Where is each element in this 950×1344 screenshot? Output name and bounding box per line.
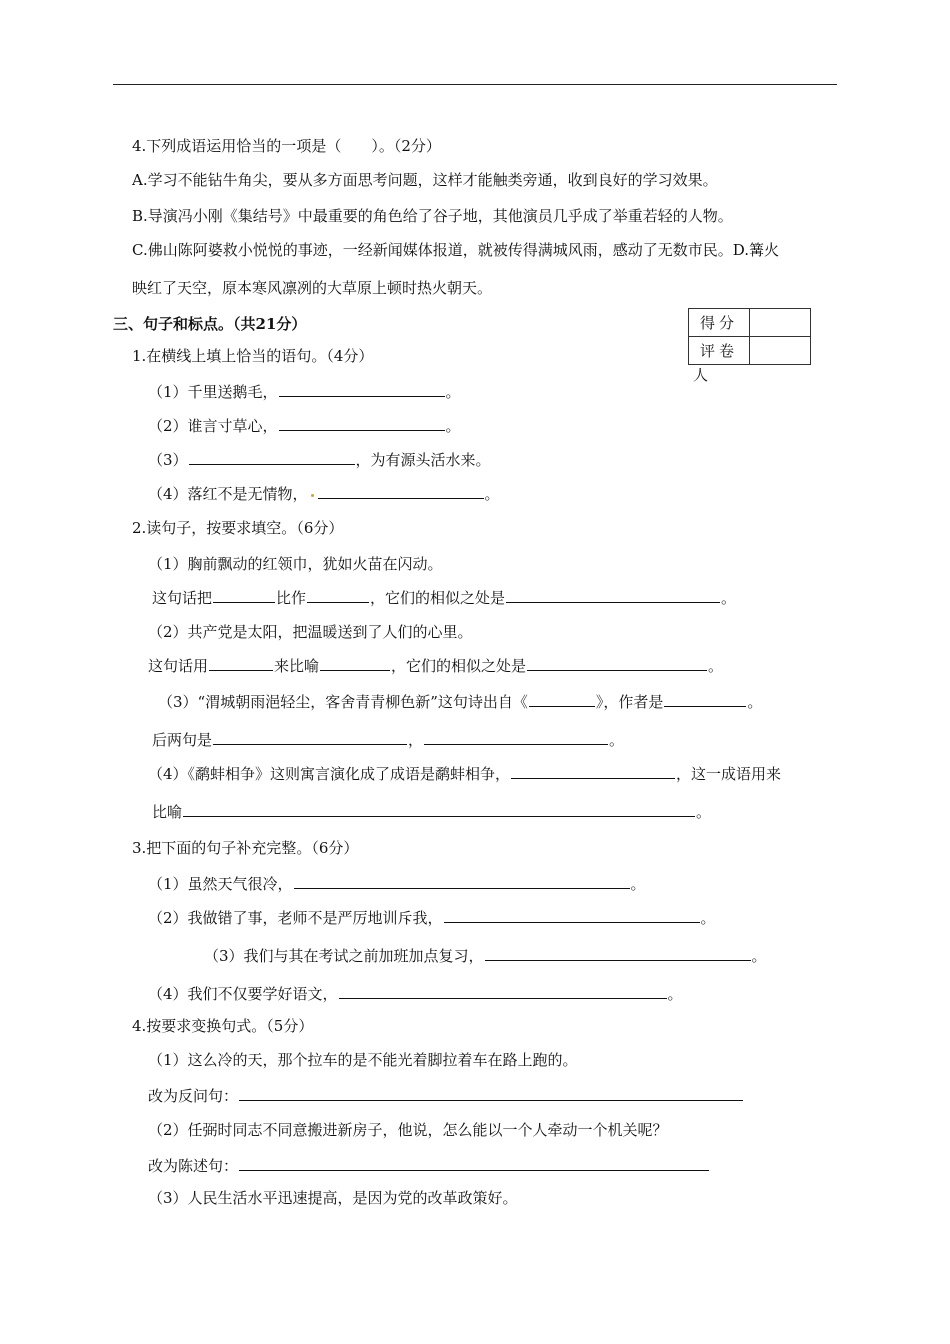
answer-blank[interactable] — [527, 656, 707, 671]
text: 来比喻 — [274, 657, 320, 675]
text: 后两句是 — [152, 731, 213, 749]
answer-blank[interactable] — [511, 764, 675, 779]
answer-blank[interactable] — [213, 588, 275, 603]
s3q4-s1: （1）这么冷的天，那个拉车的是不能光着脚拉着车在路上跑的。 — [148, 1051, 578, 1069]
s3q4-s3: （3）人民生活水平迅速提高，是因为党的改革政策好。 — [148, 1189, 518, 1207]
punct: 。 — [700, 909, 716, 927]
answer-blank[interactable] — [320, 656, 390, 671]
grader-label-tail: 人 — [693, 366, 709, 384]
text: 这句话把 — [152, 589, 213, 607]
s3q1-item2 — [148, 416, 461, 436]
s3q1-item1-text: （1）千里送鹅毛， — [148, 383, 278, 401]
text: 》，作者是 — [595, 693, 664, 711]
punct: 。 — [667, 985, 683, 1003]
dot-mark — [311, 494, 314, 497]
s3q1-item3-text: （3） — [148, 451, 188, 469]
answer-blank[interactable] — [279, 382, 445, 397]
punct: 。 — [721, 589, 737, 607]
section3-title: 三、句子和标点。（共21分） — [113, 315, 307, 333]
s3q1-item1 — [148, 382, 461, 402]
punct: 。 — [747, 693, 763, 711]
s3q3-item1 — [148, 874, 646, 894]
answer-blank[interactable] — [485, 946, 751, 961]
text: （2）我做错了事，老师不是严厉地训斥我， — [148, 909, 443, 927]
text: （4）《鹬蚌相争》这则寓言演化成了成语是鹬蚌相争， — [148, 765, 511, 783]
q4-stem: 4.下列成语运用恰当的一项是（ ）。（2分） — [132, 137, 441, 155]
q4-option-d: 映红了天空，原本寒风凛冽的大草原上顿时热火朝天。 — [132, 279, 493, 297]
s3q2-s1-answer — [152, 588, 736, 608]
s3q3-item4 — [148, 984, 683, 1004]
score-label: 得分 — [689, 309, 750, 337]
s3q2-s1: （1）胸前飘动的红领巾，犹如火苗在闪动。 — [148, 555, 443, 573]
s3q2-s3 — [158, 692, 762, 712]
punct: 。 — [445, 383, 461, 401]
s3q2-s4-b — [152, 802, 711, 822]
text: （1）虽然天气很冷， — [148, 875, 293, 893]
s3q1-item4-text: （4）落红不是无情物， — [148, 485, 308, 503]
answer-blank[interactable] — [294, 874, 630, 889]
punct: 。 — [708, 657, 724, 675]
answer-blank[interactable] — [279, 416, 445, 431]
answer-blank[interactable] — [239, 1156, 709, 1171]
text: 比喻 — [152, 803, 183, 821]
s3q1-item3-tail: ，为有源头活水来。 — [355, 451, 491, 469]
score-box — [688, 308, 811, 365]
grader-label: 评卷 — [689, 337, 750, 365]
s3q1-item2-text: （2）谁言寸草心， — [148, 417, 278, 435]
answer-blank[interactable] — [339, 984, 667, 999]
text: （3）“渭城朝雨浥轻尘，客舍青青柳色新”这句诗出自《 — [158, 693, 528, 711]
answer-blank[interactable] — [183, 802, 695, 817]
text: ，这一成语用来 — [676, 765, 782, 783]
text: ，它们的相似之处是 — [370, 589, 506, 607]
s3q2-s2-answer — [148, 656, 723, 676]
text: （4）我们不仅要学好语文， — [148, 985, 338, 1003]
answer-blank[interactable] — [506, 588, 720, 603]
q4-option-b: B.导演冯小刚《集结号》中最重要的角色给了谷子地，其他演员几乎成了举重若轻的人物。 — [132, 207, 733, 225]
s3q4-s2-answer — [148, 1156, 710, 1176]
answer-blank[interactable] — [529, 692, 595, 707]
answer-blank[interactable] — [307, 588, 369, 603]
s3q2-s3-b — [152, 730, 624, 750]
punct: 。 — [696, 803, 712, 821]
s3q4-s2: （2）任弼时同志不同意搬进新房子，他说，怎么能以一个人牵动一个机关呢？ — [148, 1121, 668, 1139]
punct: 。 — [484, 485, 500, 503]
s3q4-s1-answer — [148, 1086, 744, 1106]
header-rule — [113, 84, 837, 85]
answer-blank[interactable] — [444, 908, 700, 923]
s3q1-item3 — [148, 450, 491, 470]
s3q3-item2 — [148, 908, 716, 928]
answer-blank[interactable] — [213, 730, 407, 745]
answer-blank[interactable] — [209, 656, 273, 671]
s3q2-s2: （2）共产党是太阳，把温暖送到了人们的心里。 — [148, 623, 473, 641]
s3q1-item4 — [148, 484, 500, 504]
s3q2-s4 — [148, 764, 781, 784]
q4-option-c: C.佛山陈阿婆救小悦悦的事迹，一经新闻媒体报道，就被传得满城风雨，感动了无数市民。D.篝火 — [132, 241, 779, 259]
answer-blank[interactable] — [424, 730, 608, 745]
punct: 。 — [445, 417, 461, 435]
answer-blank[interactable] — [318, 484, 484, 499]
s3q1-stem: 1.在横线上填上恰当的语句。（4分） — [132, 347, 374, 365]
text: 比作 — [276, 589, 307, 607]
text: 这句话用 — [148, 657, 209, 675]
punct: 。 — [630, 875, 646, 893]
s3q4-stem: 4.按要求变换句式。（5分） — [132, 1017, 314, 1035]
text: 改为陈述句： — [148, 1157, 239, 1175]
q4-option-a: A.学习不能钻牛角尖，要从多方面思考问题，这样才能触类旁通，收到良好的学习效果。 — [132, 171, 718, 189]
answer-blank[interactable] — [664, 692, 746, 707]
text: ，它们的相似之处是 — [391, 657, 527, 675]
s3q3-stem: 3.把下面的句子补充完整。（6分） — [132, 839, 359, 857]
score-field[interactable] — [750, 309, 811, 337]
punct: 。 — [751, 947, 767, 965]
punct: ， — [408, 731, 424, 749]
punct: 。 — [609, 731, 625, 749]
text: 改为反问句： — [148, 1087, 239, 1105]
s3q2-stem: 2.读句子，按要求填空。（6分） — [132, 519, 344, 537]
s3q3-item3 — [204, 946, 767, 966]
text: （3）我们与其在考试之前加班加点复习， — [204, 947, 484, 965]
answer-blank[interactable] — [189, 450, 355, 465]
grader-field[interactable] — [750, 337, 811, 365]
answer-blank[interactable] — [239, 1086, 743, 1101]
